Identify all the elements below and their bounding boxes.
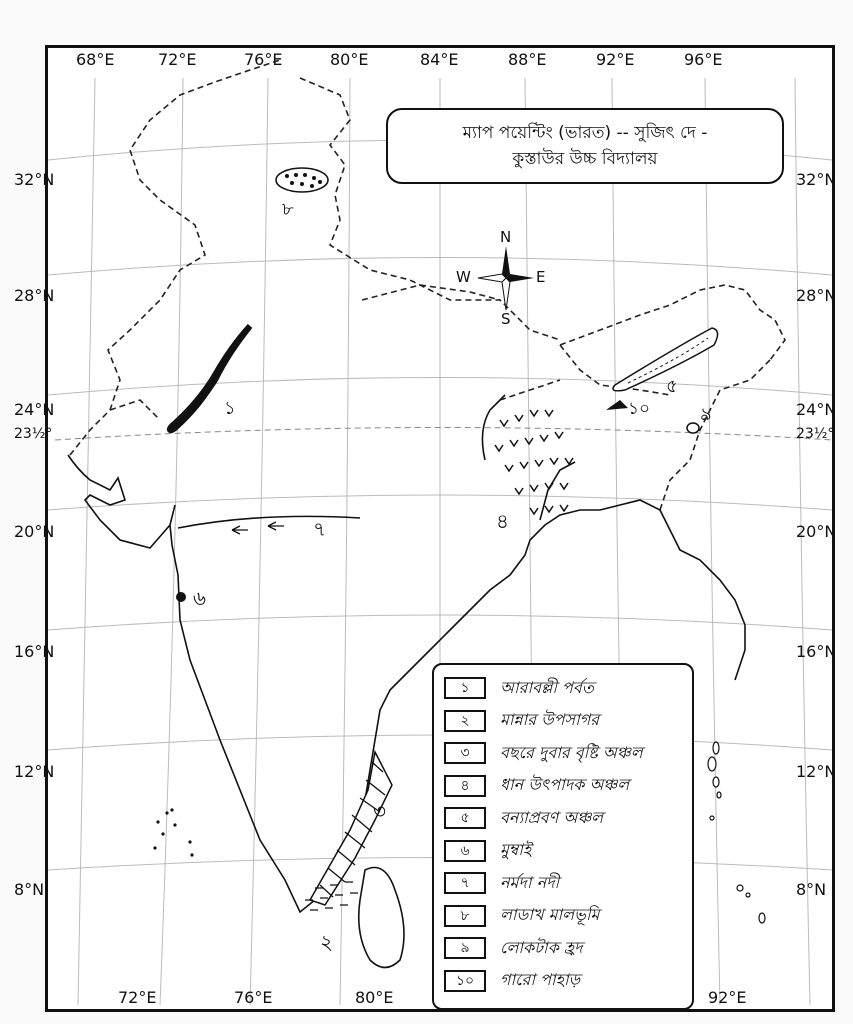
mumbai-mark [176, 592, 186, 602]
legend-row [444, 901, 682, 932]
lakshadweep-islands [153, 808, 193, 856]
legend-label: মান্নার উপসাগর [500, 710, 600, 730]
legend-number: ৫ [444, 807, 486, 829]
legend-number: ৮ [444, 905, 486, 927]
marker-3-label: ৩ [373, 799, 387, 823]
lat-right-24: 24°N [796, 400, 837, 419]
legend-label: নর্মদা নদী [500, 872, 560, 892]
title-line-2: কুস্তাউর উচ্চ বিদ্যালয় [512, 149, 658, 169]
legend-row [444, 933, 682, 964]
lat-left-24: 24°N [14, 400, 55, 419]
legend-number: ৬ [444, 840, 486, 862]
legend-label: বছরে দুবার বৃষ্টি অঞ্চল [500, 742, 643, 762]
lat-right-23half: 23½° [796, 426, 835, 442]
sri-lanka [359, 868, 404, 968]
marker-5-label: ৫ [666, 376, 678, 397]
legend-row [444, 771, 682, 802]
lat-right-32: 32°N [796, 170, 837, 189]
legend-number: ৯ [444, 937, 486, 959]
legend-label: মুম্বাই [500, 840, 532, 860]
marker-7-label: ৭ [313, 517, 327, 541]
legend-row [444, 966, 682, 997]
marker-10-label: ১০ [628, 399, 651, 419]
legend-number: ২ [444, 710, 486, 732]
lat-right-28: 28°N [796, 286, 837, 305]
lon-bottom-76: 76°E [234, 988, 273, 1007]
marker-1-label: ১ [224, 398, 236, 419]
legend-label: আরাবল্লী পর্বত [500, 677, 594, 697]
title-box [386, 108, 784, 184]
compass-n: N [500, 228, 512, 246]
lat-left-32: 32°N [14, 170, 55, 189]
lon-bottom-92: 92°E [708, 988, 747, 1007]
legend-row [444, 738, 682, 769]
legend-label: গারো পাহাড় [500, 970, 581, 990]
lon-top-72: 72°E [158, 50, 197, 69]
legend-number: ১ [444, 677, 486, 699]
legend-label: ধান উৎপাদক অঞ্চল [500, 775, 630, 795]
lon-top-92: 92°E [596, 50, 635, 69]
lat-left-23half: 23½° [14, 426, 53, 442]
lat-left-16: 16°N [14, 642, 55, 661]
compass-e: E [536, 268, 546, 286]
lat-right-16: 16°N [796, 642, 837, 661]
ladakh-plateau-mark [276, 168, 328, 192]
marker-6-label: ৬ [193, 586, 207, 610]
marker-8-label: ৮ [282, 199, 294, 220]
lon-top-80: 80°E [330, 50, 369, 69]
lon-top-88: 88°E [508, 50, 547, 69]
compass-rose [456, 228, 546, 328]
lat-right-12: 12°N [796, 762, 837, 781]
lat-left-12: 12°N [14, 762, 55, 781]
legend-label: লাডাখ মালভূমি [500, 905, 600, 925]
compass-w: W [456, 268, 471, 286]
legend-row [444, 836, 682, 867]
title-line-1: ম্যাপ পয়েন্টিং (ভারত) -- সুজিৎ দে - [462, 123, 708, 143]
lon-bottom-80: 80°E [355, 988, 394, 1007]
lon-bottom-72: 72°E [118, 988, 157, 1007]
compass-s: S [501, 310, 511, 328]
rice-region-mark [495, 410, 573, 514]
lon-top-76: 76°E [244, 50, 283, 69]
legend-row [444, 673, 682, 704]
lat-left-20: 20°N [14, 522, 55, 541]
marker-9-label: ৯ [700, 404, 712, 425]
legend-row [444, 868, 682, 899]
lon-top-84: 84°E [420, 50, 459, 69]
lat-left-8: 8°N [14, 880, 45, 899]
legend-box [432, 663, 694, 1010]
lon-top-68: 68°E [76, 50, 115, 69]
legend-label: লোকটাক হ্রদ [500, 937, 583, 957]
garo-hills-mark [606, 400, 628, 410]
legend-row [444, 706, 682, 737]
lat-left-28: 28°N [14, 286, 55, 305]
legend-number: ১০ [444, 970, 486, 992]
lat-right-20: 20°N [796, 522, 837, 541]
lon-top-96: 96°E [684, 50, 723, 69]
legend-number: ৪ [444, 775, 486, 797]
lat-right-8: 8°N [796, 880, 827, 899]
legend-number: ৩ [444, 742, 486, 764]
loktak-lake-mark [687, 423, 699, 433]
legend-row [444, 803, 682, 834]
legend-number: ৭ [444, 872, 486, 894]
legend-label: বন্যাপ্রবণ অঞ্চল [500, 807, 604, 827]
marker-4-label: ৪ [496, 509, 509, 533]
aravalli-range-mark [170, 326, 250, 430]
marker-2-label: ২ [320, 930, 334, 954]
